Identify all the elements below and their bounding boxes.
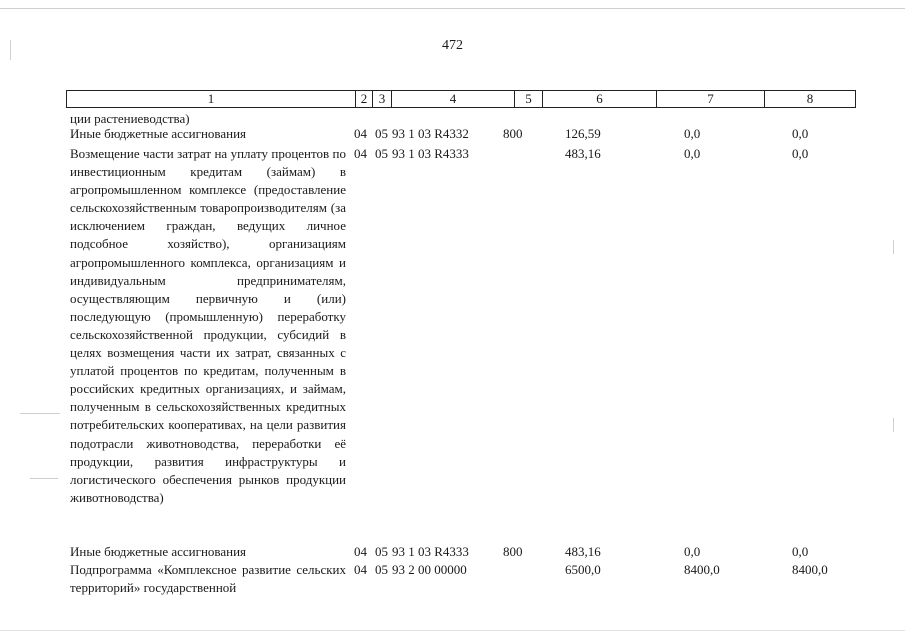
scan-artifact-bottom [0, 630, 905, 631]
header-row [67, 91, 856, 108]
row-section-code: 04 [354, 146, 367, 161]
row-amount-year3: 0,0 [792, 544, 809, 559]
header-cell-7: 7 [657, 91, 765, 108]
row-amount-year3: 8400,0 [792, 562, 828, 577]
row-target-code: 93 1 03 R4333 [392, 544, 469, 559]
row-amount-year2: 0,0 [684, 126, 701, 141]
row-expense-type: 800 [503, 126, 523, 141]
row-subsection-code: 05 [375, 126, 388, 141]
header-cell-6: 6 [543, 91, 657, 108]
row-subsection-code: 05 [375, 146, 388, 161]
row-amount-year1: 483,16 [565, 544, 601, 559]
row-subsection-code: 05 [375, 562, 388, 577]
row-section-code: 04 [354, 562, 367, 577]
row-description: Возмещение части затрат на уплату процентов по инвестиционным кредитам (займам) в агропромышленном комплексе (предоставление сельскохозяйственным товаропроизводителям (за исключением граждан, ведущих личное подсобное хозяйство), организациям агропромышленного комплекса, организациям и индивидуальным предпринимателям, осуществляющим первичную и (или) последующую (промышленную) переработку сельскохозяйственной продукции, субсидий в целях возмещения части их затрат, связанных с уплатой процентов по кредитам, полученным в российских кредитных организациях, и займам, полученным в сельскохозяйственных кредитных потребительских кооперативах, на цели развития подотрасли животноводства, переработки её продукции, развития инфраструктуры и логистического обеспечения рынков продукции животноводства) [70, 146, 346, 505]
scan-artifact-dash [20, 413, 60, 414]
row-amount-year1: 6500,0 [565, 562, 601, 577]
row-amount-year2: 0,0 [684, 146, 701, 161]
header-cell-4: 4 [392, 91, 515, 108]
row-amount-year3: 0,0 [792, 146, 809, 161]
row-description: Иные бюджетные ассигнования [70, 544, 247, 559]
header-cell-3: 3 [373, 91, 392, 108]
scan-artifact-edge [893, 418, 894, 432]
header-cell-2: 2 [356, 91, 373, 108]
header-cell-1: 1 [67, 91, 356, 108]
row-expense-type: 800 [503, 544, 523, 559]
row-description: Иные бюджетные ассигнования [70, 126, 247, 141]
header-cell-5: 5 [515, 91, 543, 108]
column-header-table [66, 90, 856, 108]
row-target-code: 93 1 03 R4333 [392, 146, 469, 161]
page-number: 472 [442, 38, 463, 53]
row-amount-year2: 8400,0 [684, 562, 720, 577]
row-amount-year1: 126,59 [565, 126, 601, 141]
scan-artifact-edge [893, 240, 894, 254]
row-amount-year1: 483,16 [565, 146, 601, 161]
row-subsection-code: 05 [375, 544, 388, 559]
row-target-code: 93 2 00 00000 [392, 562, 467, 577]
scan-artifact-top [0, 8, 905, 9]
row-amount-year2: 0,0 [684, 544, 701, 559]
row-section-code: 04 [354, 544, 367, 559]
row-description: Подпрограмма «Комплексное развитие сельских территорий» государственной [70, 562, 346, 596]
header-cell-8: 8 [765, 91, 856, 108]
row-target-code: 93 1 03 R4332 [392, 126, 469, 141]
row-amount-year3: 0,0 [792, 126, 809, 141]
row-description: ции растениеводства) [70, 111, 190, 126]
row-section-code: 04 [354, 126, 367, 141]
scan-artifact-dash [30, 478, 58, 479]
scan-artifact-edge [10, 40, 11, 60]
